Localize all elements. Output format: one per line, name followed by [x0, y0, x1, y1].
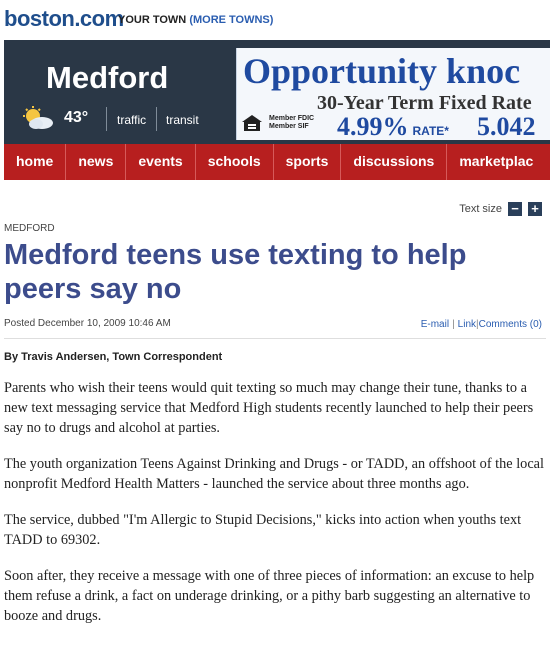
comments-link[interactable]: Comments (0) [478, 319, 542, 330]
ad-subtitle: 30-Year Term Fixed Rate [317, 92, 532, 114]
ad-rate-secondary: 5.042 [477, 112, 536, 140]
text-size-label: Text size [459, 203, 502, 215]
site-logo[interactable]: boston.com [4, 6, 124, 31]
posted-date: Posted December 10, 2009 10:46 AM [4, 318, 171, 329]
divider: | [476, 319, 479, 330]
temperature: 43° [64, 109, 89, 126]
paragraph: Soon after, they receive a message with one of three pieces of information: an excuse to help them refuse a drink, a fact on underage drinking, or a pithy barb suggesting an alternative to booze and drugs. [4, 568, 535, 624]
nav-home[interactable]: home [4, 144, 66, 180]
link-link[interactable]: Link [457, 319, 477, 330]
byline: By Travis Andersen, Town Correspondent [4, 351, 223, 363]
divider [4, 338, 546, 339]
paragraph: Parents who wish their teens would quit texting so much may change their tune, thanks to a new text messaging service that Medford High students recently launched to help their peers say no to drugs and alcohol at parties. [4, 380, 534, 436]
nav-news[interactable]: news [66, 144, 126, 180]
divider [106, 107, 107, 131]
fdic-badge [241, 114, 314, 132]
your-town-text: YOUR TOWN [118, 14, 187, 26]
fdic-line2: Member SIF [269, 123, 309, 130]
text-size-increase-button[interactable]: + [528, 202, 542, 216]
paragraph: The service, dubbed "I'm Allergic to Stupid Decisions," kicks into action when youths text TADD to 69302. [4, 512, 522, 548]
text-size-control [459, 202, 542, 216]
more-towns-link[interactable]: (MORE TOWNS) [189, 14, 274, 26]
ad-rate-value: 4.99% [337, 112, 409, 140]
your-town-label [118, 14, 273, 26]
article-body [4, 378, 544, 642]
ad-title: Opportunity knoc [243, 51, 521, 91]
nav-schools[interactable]: schools [196, 144, 274, 180]
article-headline: Medford teens use texting to help peers say no [4, 239, 467, 305]
divider [156, 107, 157, 131]
traffic-link[interactable]: traffic [117, 113, 147, 127]
nav-discussions[interactable]: discussions [341, 144, 447, 180]
transit-link[interactable]: transit [166, 113, 199, 127]
ad-rate [337, 112, 449, 140]
article-tools [421, 319, 542, 330]
divider: | [452, 319, 455, 330]
text-size-decrease-button[interactable]: − [508, 202, 522, 216]
top-strip [0, 0, 550, 38]
nav-marketplace[interactable]: marketplac [459, 153, 534, 169]
email-link[interactable]: E-mail [420, 319, 450, 330]
main-nav [4, 144, 550, 180]
ad-rate-label: RATE* [412, 124, 449, 138]
fdic-line1: Member FDIC [269, 115, 315, 122]
nav-sports[interactable]: sports [274, 144, 342, 180]
partly-cloudy-icon [20, 106, 58, 130]
equal-housing-icon [241, 114, 263, 132]
weather-widget[interactable] [20, 106, 88, 130]
section-label: MEDFORD [4, 223, 55, 234]
nav-events[interactable]: events [126, 144, 195, 180]
paragraph: The youth organization Teens Against Drinking and Drugs - or TADD, an offshoot of the local nonprofit Medford Health Matters - launched the service about three months ago. [4, 456, 544, 492]
advertisement-banner[interactable] [236, 48, 550, 140]
town-name: Medford [46, 60, 169, 95]
